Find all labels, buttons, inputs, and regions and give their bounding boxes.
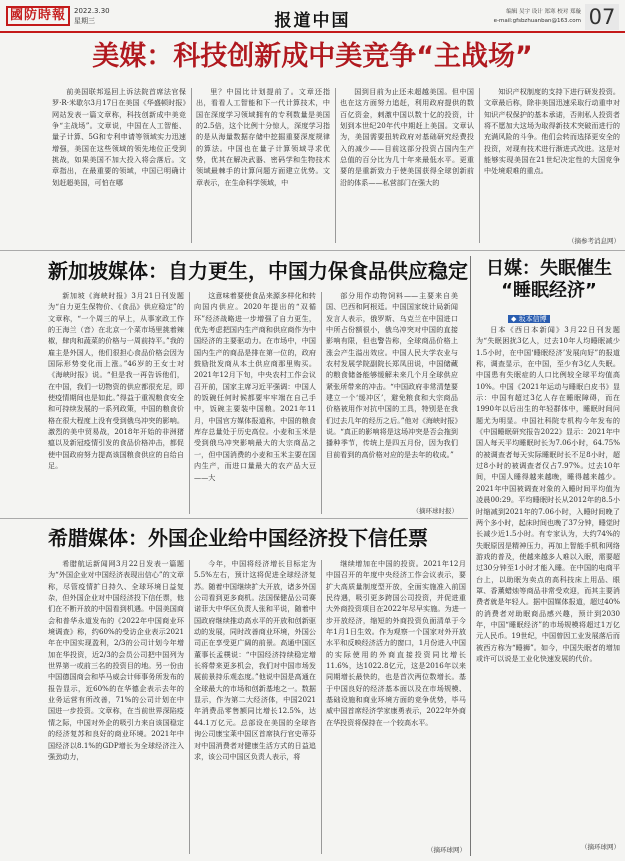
article-3-headline: 日媒：失眠催生 (486, 258, 612, 279)
article-2-credit: （摘环球时报） (412, 507, 458, 515)
divider (321, 292, 322, 514)
sidebar-divider (470, 256, 471, 856)
article-3-body: 日本《西日本新闻》3月22日刊发题为“失眠困扰3亿人，过去10年人均睡眠减少1.5小时，在中国‘睡眠经济’发展向好”的报道称，调查显示，在中国，至少有3亿人失眠。中国患有失眠症的人口比例较全球平均值高10%。中国《2021年运动与睡眠白皮书》显示：中国有超过3亿人存在睡眠障碍，而在1990年以后出生的年轻群体中，睡眠时间问题尤为明显。中国社科院专机构今年发布的《中国睡眠研究报告2022》显示：2021年中国人每天平均睡眠时长为7.06小时，64.75%的被调查者每天实际睡眠时长不足8小时，超过8小时的被调查者仅占7.97%。过去10年间，中国人睡得越来越晚，睡得越来越少。2021年中国被调查对象的入睡时间平均值为凌晨00:29。平均睡眠时长从2012年的8.5小时缩减到2021年的7.06小时，入睡时间晚了两个多小时，起床时间也晚了37分钟，睡觉时长减少近1.5小时。有专家认为，大约74%的失眠原因是精神压力，再加上智能手机和网络游戏的普及，使越来越多人难以入眠，需要超过30分钟至1小时才能入睡。在中国的电商平台上，以助眠为卖点的高科技床上用品、眼罩、香薰蜡烛等商品非常受欢迎，而其主要消费者就是年轻人。据中国媒体报道，超过40%的消费者对助眠商品感兴趣，预计到2030年，中国“睡眠经济”的市场规模将超过1万亿元人民币。19世纪，中国曾因工业发展落后而被西方称为“睡狮”。如今，中国失眠者的增加或许可以说是工业化快速发展的代价。 (476, 325, 620, 663)
page-number: 07 (585, 4, 619, 30)
article-2-col-2: 这意味着要使食品来源多样化和转向国内供应。2020年提出的“双循环”经济战略进一步增强了自力更生，优先考虑把国内生产商和供应商作为中国经济的主要驱动力。在市场中，中国国内生产的商品是排在第一位的，政府鼓励批发商从本土供应商那里购买。2021年12月下旬，中央农村工作会议召开前，国家主席习近平强调：中国人的饭碗任何时候都要牢牢端在自己手中，饭碗主要装中国粮。2021年11月，中国官方媒体报道称，中国的粮食库存总量处于历史高位。小麦和玉米是受到俄乌冲突影响最大的大宗商品之一，但中国消费的小麦和玉米主要在国内生产，而进口量最大的农产品大豆——大 (194, 291, 316, 482)
article-4-credit: （摘环球网） (427, 846, 466, 854)
section-title: 报道中国 (274, 11, 351, 31)
article-4-headline: 希腊媒体：外国企业给中国经济投下信任票 (48, 526, 428, 550)
article-4-col-2: 今年，中国将经济增长目标定为5.5%左右，预计这将促进全球经济复苏。随着中国继续扩大开放，诸多外国公司看到更多商机。法国保健品公司赛诺菲大中华区负责人张和平说，随着中国政府继续推动高水平的开放和创新驱动的发展，同时改善商业环境，外国公司正在享受更广阔的前景。高通中国区董事长孟樸说：“中国经济持续稳定增长将带来更多机会，我们对中国市场发展前景持乐观态度。”他说中国是高通在全球最大的市场和创新基地之一。数据显示，作为第二大经济体，中国2021年消费品零售额同比增长12.5%，达44.1万亿元。总部设在美国的全球咨询公司康宝莱中国区首席执行官史蒂芬对中国消费者对健康生活方式的日益追求，该公司中国区负责人表示，将 (194, 559, 316, 761)
article-1-col-3: 国到目前为止还未超越美国。但中国也在这方面努力追赶，利用政府提供的数百亿资金，刺激中国以数十亿的投资，计划到本世纪20年代中期赶上美国。文章认为，美国需要扭转政府对基础研究经费投入的减少——目前这部分投资占国内生产总值的百分比为几十年来最低水平。更重要的是重新致力于使美国获得全球创新前沿的体系——私营部门在强大的 (340, 87, 474, 187)
divider (191, 88, 192, 243)
issue-date: 2022.3.30 星期三 (74, 7, 110, 25)
article-1-headline: 美媒：科技创新成中美竞争“主战场” (92, 41, 533, 72)
editorial-info: 编辑 吴宇 设计 郑寒 校对 郑璇 e-mail:gfsbzhuanban@163.com (493, 9, 581, 24)
divider (335, 88, 336, 243)
article-1-col-2: 里？中国比计划提前了。文章还指出，看看人工智能和下一代计算技术，中国在深度学习领域拥有的专利数量是美国的2.5倍，这个比例十分惊人，深度学习指的是从海量数据存储中挖掘重要深度规律的算法。中国也在量子计算领域寻求优势，优其在解决武器、密码学和生物技术领域最棘手的计算问题方面建立优势。文章表示，在生命科学领域，中 (196, 87, 330, 187)
article-1-col-1: 前美国联邦巡回上诉法院首席法官保罗·R·米歇尔3月17日在美国《华盛顿时报》网站发表一篇文章称，科技创新成中美竞争“主战场”。文章说，中国在人工智能、量子计算、5G和专利申请等领域实力迅速增强，美国在这些领域的领先地位正受到挑战，如果美国不加大投入将会落后。文章指出，在最重要的领域，中国已明确计划赶超美国，可怕在哪 (52, 87, 186, 187)
section-rule (0, 518, 468, 519)
article-2-headline: 新加坡媒体：自力更生，中国力保食品供应稳定 (48, 259, 468, 283)
divider (479, 88, 480, 243)
header-rule (0, 31, 625, 33)
article-2-col-1: 新加坡《海峡时报》3月21日刊发题为“自力更生保物价、《食品》供应稳定”的文章称，“一个周三的早上，从事家政工作的王海兰（音）在北京一个菜市场里挑着辣椒，肆肉和蔬菜的价格与一周前持平。”我的雇主是外国人，他们很担心食品价格会因为国际形势变化而上涨。”46岁的王女士对《海峡时报》说。“但是我一再告诉他们，在中国，我们一切物资的供应都很充足，即使疫情期间也是如此。”得益于重视粮食安全和可持续发展的一系列政策，中国的粮食价格在很大程度上没有受到俄乌冲突的影响。激烈的美中贸易战，2018年开始的非洲猪瘟以及新冠疫情引发的食品价格冲击，都促使中国政府努力提高该国粮食供应的自给自足。 (48, 291, 184, 471)
divider (189, 560, 190, 854)
article-4-col-3: 继续增加在中国的投资。2021年12月中国召开的年度中央经济工作会议表示，要扩大高质量制度型开放，全面实施准入前国民待遇，吸引更多跨国公司投资，并促进重大外商投资项目在2022年尽早实施。为进一步开放经济，缩短的外商投资负面清单于今年1月1日生效。作为观察一个国家对外开放水平和反映经济活力的窗口，1月份进入中国的实际使用的外商直接投资同比增长11.6%，达1022.8亿元，这是2016年以来同期增长最快的，也是首次两位数增长。基于中国良好的经济基本面以及在市场规模、基础设施和商业环境方面的竞争优势，毕马威中国首席经济学家康勇表示，2022年外商在华投资将保持在一个较高水平。 (326, 559, 466, 727)
divider (321, 560, 322, 854)
article-3-headline-line-2: “睡眠经济” (501, 280, 597, 301)
article-3-credit: （摘环球网） (581, 843, 620, 851)
article-1-col-4: 知识产权制度的支持下进行研发投资。文章最后称，除非美国迅速采取行动重申对知识产权保护的基本承诺，否则私人投资者将不愿加大这场为取得新技术突破而进行的充满风险的斗争。他们会转而选择更安全的投资，对现有技术进行渐进式改进。这是对能够实现美国在21世纪决定性的大国竞争中处境艰难的重点。 (484, 87, 620, 176)
divider (189, 292, 190, 514)
section-rule (0, 250, 625, 251)
newspaper-logo: 國防時報 (6, 6, 70, 26)
article-4-col-1: 希腊航运新闻网3月22日发表一篇题为“外国企业对中国经济表现出信心”的文章称，尽管疫情扩日持久、全球环境日益复杂，但外国企业对中国经济投下信任票，他们在不断开放的中国看到机遇。中国美国商会和普华永道发布的《2022年中国商业环境调查》称，约60%的受访企业表示2021年在中国实现盈利，2/3的公司计划今年增加在华投资，近2/3的会员公司把中国列为世界第一或前三名的投资目的地。另一份由中国德国商会和毕马威会计师事务所发布的报告显示，近60%的在华德企表示去年的业务运营有所改善，71%的公司计划在中国进一步投资。文章称，在当前世界深陷疫情之际，中国对外企的吸引力来自该国稳定的经济复苏和良好的商业环境。2021年中国经济以8.1%的GDP增长为全球经济注入强劲动力， (48, 559, 184, 761)
article-3-author-tag: ◆ 坂本信博 (508, 306, 550, 325)
article-1-credit: （摘参考消息网） (568, 237, 620, 245)
article-2-col-3: 部分用作动物饲料——主要来自美国、巴西和阿根廷。中国国家统计局新闻发言人表示，俄罗斯、乌克兰在中国进口中所占份额很小，俄乌冲突对中国的直接影响有限，但也警告称，全球商品价格上涨会产生溢出效应。中国人民大学农业与农村发展学院副院长郑凤田说，中国储藏的粮食储备能够缓解未来几个月全球供应紧张所带来的冲击。“中国政府非常清楚要建立一个‘缓冲区’，避免粮食和大宗商品价格被用作对抗中国的工具，特别是在我们过去几年的经历之后。”他对《海峡时报》说。“真正的影响将是这场冲突是否会拖到播种季节，传统上是四五月份，因为我们目前看到的高价格对应的是去年的收成。” (326, 291, 458, 459)
